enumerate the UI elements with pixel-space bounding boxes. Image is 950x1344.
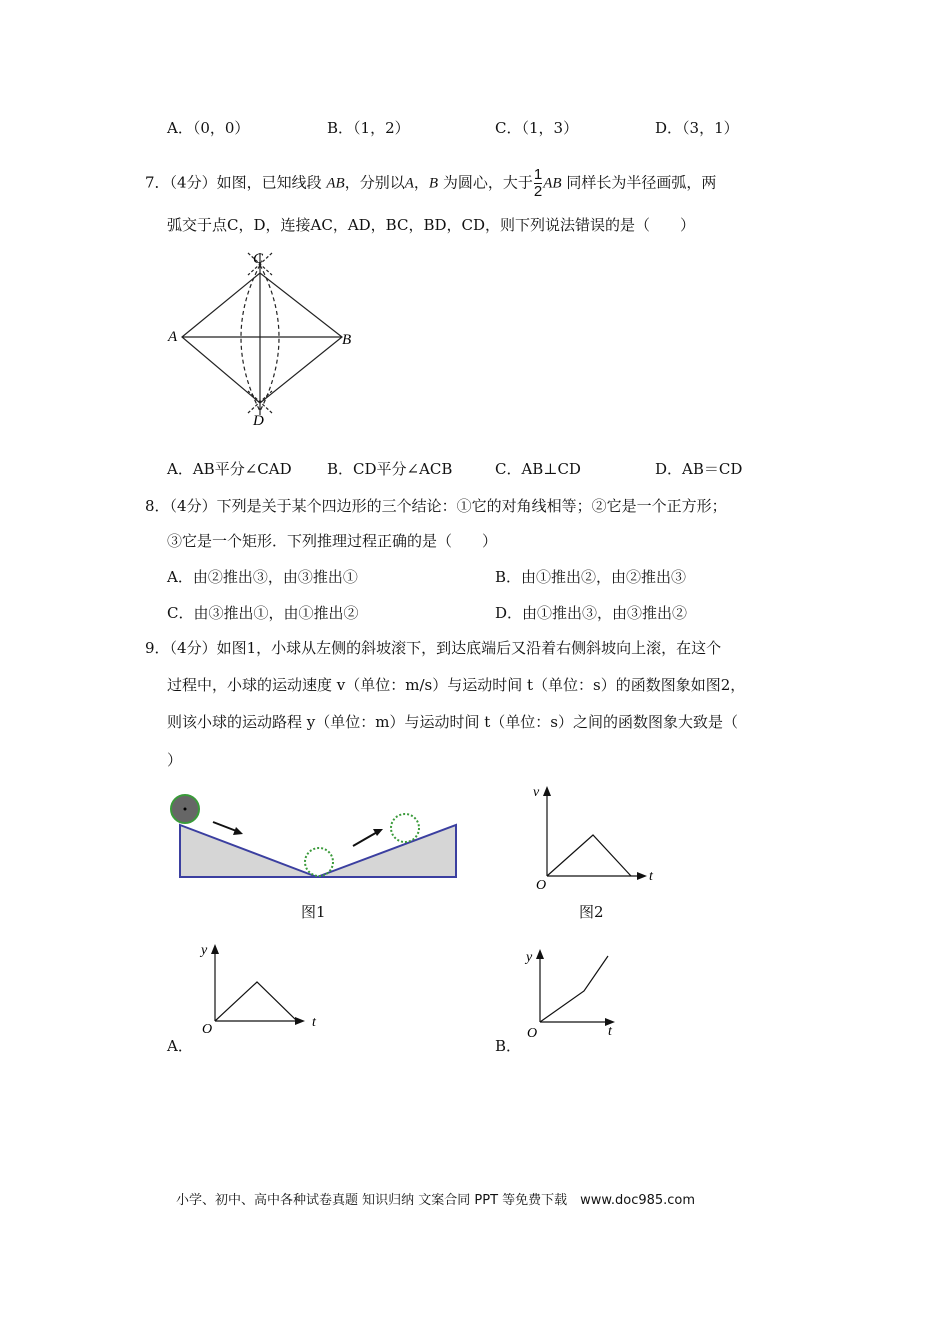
q8-option-b: B．由①推出②，由②推出③ (495, 568, 687, 586)
q9-line4: ） (167, 751, 183, 769)
q7-option-a: A．AB平分∠CAD (167, 460, 292, 478)
q6-option-a: A．（0，0） (167, 119, 250, 137)
q8-option-a: A．由②推出③，由③推出① (167, 568, 358, 586)
q8-line1: 8．（4分）下列是关于某个四边形的三个结论：①它的对角线相等；②它是一个正方形； (145, 497, 727, 515)
q8-line2: ③它是一个矩形．下列推理过程正确的是（ ） (167, 532, 498, 550)
axis-t-label: t (608, 1024, 612, 1039)
axis-y-label: y (526, 950, 533, 965)
origin-label: O (536, 878, 547, 893)
q9-option-a-graph (195, 940, 325, 1035)
axis-v-label: v (533, 785, 540, 800)
origin-label: O (527, 1026, 538, 1040)
q9-figure2-vt-graph (525, 780, 665, 895)
label-d: D (253, 413, 264, 429)
q8-option-d: D．由①推出③，由③推出② (495, 604, 688, 622)
q8-option-c: C．由③推出①，由①推出② (167, 604, 359, 622)
axis-y-label: y (201, 943, 208, 958)
q9-line3: 则该小球的运动路程 y（单位：m）与运动时间 t（单位：s）之间的函数图象大致是（ (167, 713, 738, 731)
label-a: A (168, 329, 178, 345)
fig2-caption: 图2 (579, 903, 604, 921)
axis-t-label: t (649, 869, 653, 884)
q9-option-b-graph (522, 945, 652, 1040)
axis-t-label: t (312, 1015, 316, 1030)
label-b: B (342, 332, 352, 348)
q9-line1: 9．（4分）如图1，小球从左侧的斜坡滚下，到达底端后又沿着右侧斜坡向上滚，在这个 (145, 639, 722, 657)
q7-line2: 弧交于点C，D，连接AC，AD，BC，BD，CD，则下列说法错误的是（ ） (167, 216, 696, 234)
q7-option-d: D．AB＝CD (655, 460, 743, 478)
q9-option-b-label: B． (495, 1037, 522, 1055)
origin-label: O (202, 1022, 213, 1035)
fig1-caption: 图1 (301, 903, 326, 921)
q7-geometry-figure (160, 245, 370, 435)
q7-option-b: B．CD平分∠ACB (327, 460, 453, 478)
q6-option-c: C．（1，3） (495, 119, 579, 137)
fraction-half: $\frac{1}{2}$ (533, 166, 543, 200)
q6-option-b: B．（1，2） (327, 119, 410, 137)
label-c: C (253, 251, 264, 267)
q7-option-c: C．AB⊥CD (495, 460, 581, 478)
q9-figure1-slopes (165, 785, 465, 890)
q6-option-d: D．（3，1） (655, 119, 739, 137)
footer-text: 小学、初中、高中各种试卷真题 知识归纳 文案合同 PPT 等免费下载 www.doc985.com (176, 1193, 696, 1208)
q9-option-a-label: A． (167, 1037, 193, 1055)
q7-line1: 7．（4分）如图，已知线段 AB，分别以A，B 为圆心，大于 $\frac{1}{2}$ AB 同样长为半径画弧，两 (145, 166, 717, 200)
q9-line2: 过程中，小球的运动速度 v（单位：m/s）与运动时间 t（单位：s）的函数图象如图2， (167, 676, 746, 694)
